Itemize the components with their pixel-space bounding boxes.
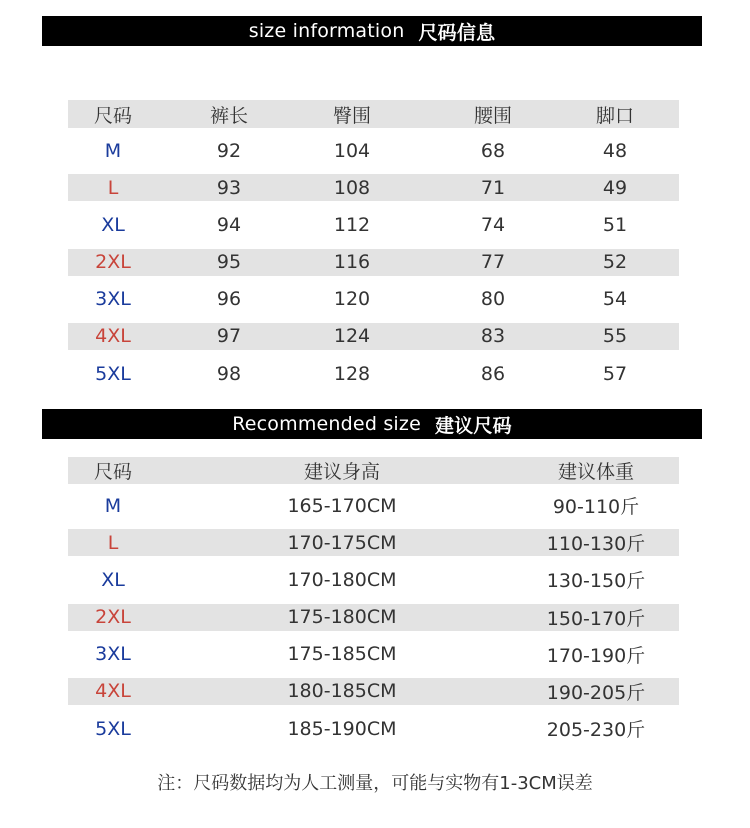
hip-value: 112 <box>333 213 371 236</box>
table-row <box>68 323 679 350</box>
table-row <box>68 529 679 556</box>
table-row <box>68 487 679 524</box>
header-hip: 臀围 <box>332 104 371 127</box>
table-row <box>68 281 679 318</box>
weight-value: 130-150斤 <box>546 570 646 593</box>
size-label: 5XL <box>95 362 131 385</box>
length-value: 97 <box>216 325 242 348</box>
waist-value: 71 <box>480 176 506 199</box>
recommended-size-banner <box>42 409 702 439</box>
waist-value: 74 <box>480 213 506 236</box>
table-row <box>68 355 679 392</box>
height-value: 175-185CM <box>287 643 397 666</box>
weight-value: 170-190斤 <box>546 644 646 667</box>
recommended-size-title-en: Recommended size <box>232 413 421 435</box>
table-row <box>68 174 679 201</box>
height-value: 165-170CM <box>287 494 397 517</box>
hip-value: 124 <box>333 325 371 348</box>
size-label: 2XL <box>95 606 131 629</box>
size-information-title-zh: 尺码信息 <box>418 21 496 44</box>
height-value: 170-175CM <box>287 531 397 554</box>
size-label: 2XL <box>95 251 131 274</box>
size-label: 4XL <box>95 325 131 348</box>
size-information-table <box>68 100 679 392</box>
table-row <box>68 710 679 747</box>
size-information-title-en: size information <box>248 20 405 42</box>
length-value: 96 <box>216 288 242 311</box>
table-header-row <box>68 100 679 128</box>
size-label: 3XL <box>95 288 131 311</box>
waist-value: 83 <box>480 325 506 348</box>
leg-opening-value: 52 <box>602 251 628 274</box>
length-value: 93 <box>216 176 242 199</box>
length-value: 98 <box>216 362 242 385</box>
size-label: XL <box>101 213 125 236</box>
leg-opening-value: 51 <box>602 213 628 236</box>
waist-value: 80 <box>480 288 506 311</box>
size-label: M <box>104 139 122 162</box>
hip-value: 108 <box>333 176 371 199</box>
height-value: 180-185CM <box>287 680 397 703</box>
size-label: 3XL <box>95 643 131 666</box>
leg-opening-value: 54 <box>602 288 628 311</box>
weight-value: 205-230斤 <box>546 719 646 742</box>
height-value: 185-190CM <box>287 717 397 740</box>
header-weight: 建议体重 <box>557 461 634 483</box>
size-label: XL <box>101 568 125 591</box>
table-row <box>68 206 679 243</box>
table-row <box>68 561 679 598</box>
table-row <box>68 132 679 169</box>
length-value: 95 <box>216 251 242 274</box>
header-size: 尺码 <box>93 461 132 483</box>
hip-value: 120 <box>333 288 371 311</box>
table-row <box>68 249 679 276</box>
header-length: 裤长 <box>209 104 248 127</box>
hip-value: 104 <box>333 139 371 162</box>
weight-value: 190-205斤 <box>546 681 646 704</box>
waist-value: 77 <box>480 251 506 274</box>
table-row <box>68 604 679 631</box>
recommended-size-title-zh: 建议尺码 <box>434 414 512 437</box>
recommended-size-table <box>68 457 679 747</box>
hip-value: 128 <box>333 362 371 385</box>
table-header-row <box>68 457 679 484</box>
measurement-note: 注：尺码数据均为人工测量，可能与实物有1-3CM误差 <box>157 773 593 794</box>
size-label: L <box>107 531 119 554</box>
length-value: 92 <box>216 139 242 162</box>
leg-opening-value: 49 <box>602 176 628 199</box>
table-row <box>68 678 679 705</box>
header-waist: 腰围 <box>473 104 512 127</box>
waist-value: 68 <box>480 139 506 162</box>
height-value: 175-180CM <box>287 606 397 629</box>
header-leg-opening: 脚口 <box>595 104 634 127</box>
weight-value: 90-110斤 <box>552 496 640 519</box>
leg-opening-value: 48 <box>602 139 628 162</box>
length-value: 94 <box>216 213 242 236</box>
hip-value: 116 <box>333 251 371 274</box>
size-label: 4XL <box>95 680 131 703</box>
table-row <box>68 636 679 673</box>
header-size: 尺码 <box>93 104 132 127</box>
height-value: 170-180CM <box>287 568 397 591</box>
size-information-banner <box>42 16 702 46</box>
header-height: 建议身高 <box>303 461 380 483</box>
size-label: 5XL <box>95 717 131 740</box>
leg-opening-value: 55 <box>602 325 628 348</box>
leg-opening-value: 57 <box>602 362 628 385</box>
waist-value: 86 <box>480 362 506 385</box>
size-label: L <box>107 176 119 199</box>
weight-value: 150-170斤 <box>546 607 646 630</box>
weight-value: 110-130斤 <box>546 533 646 556</box>
size-label: M <box>104 494 122 517</box>
